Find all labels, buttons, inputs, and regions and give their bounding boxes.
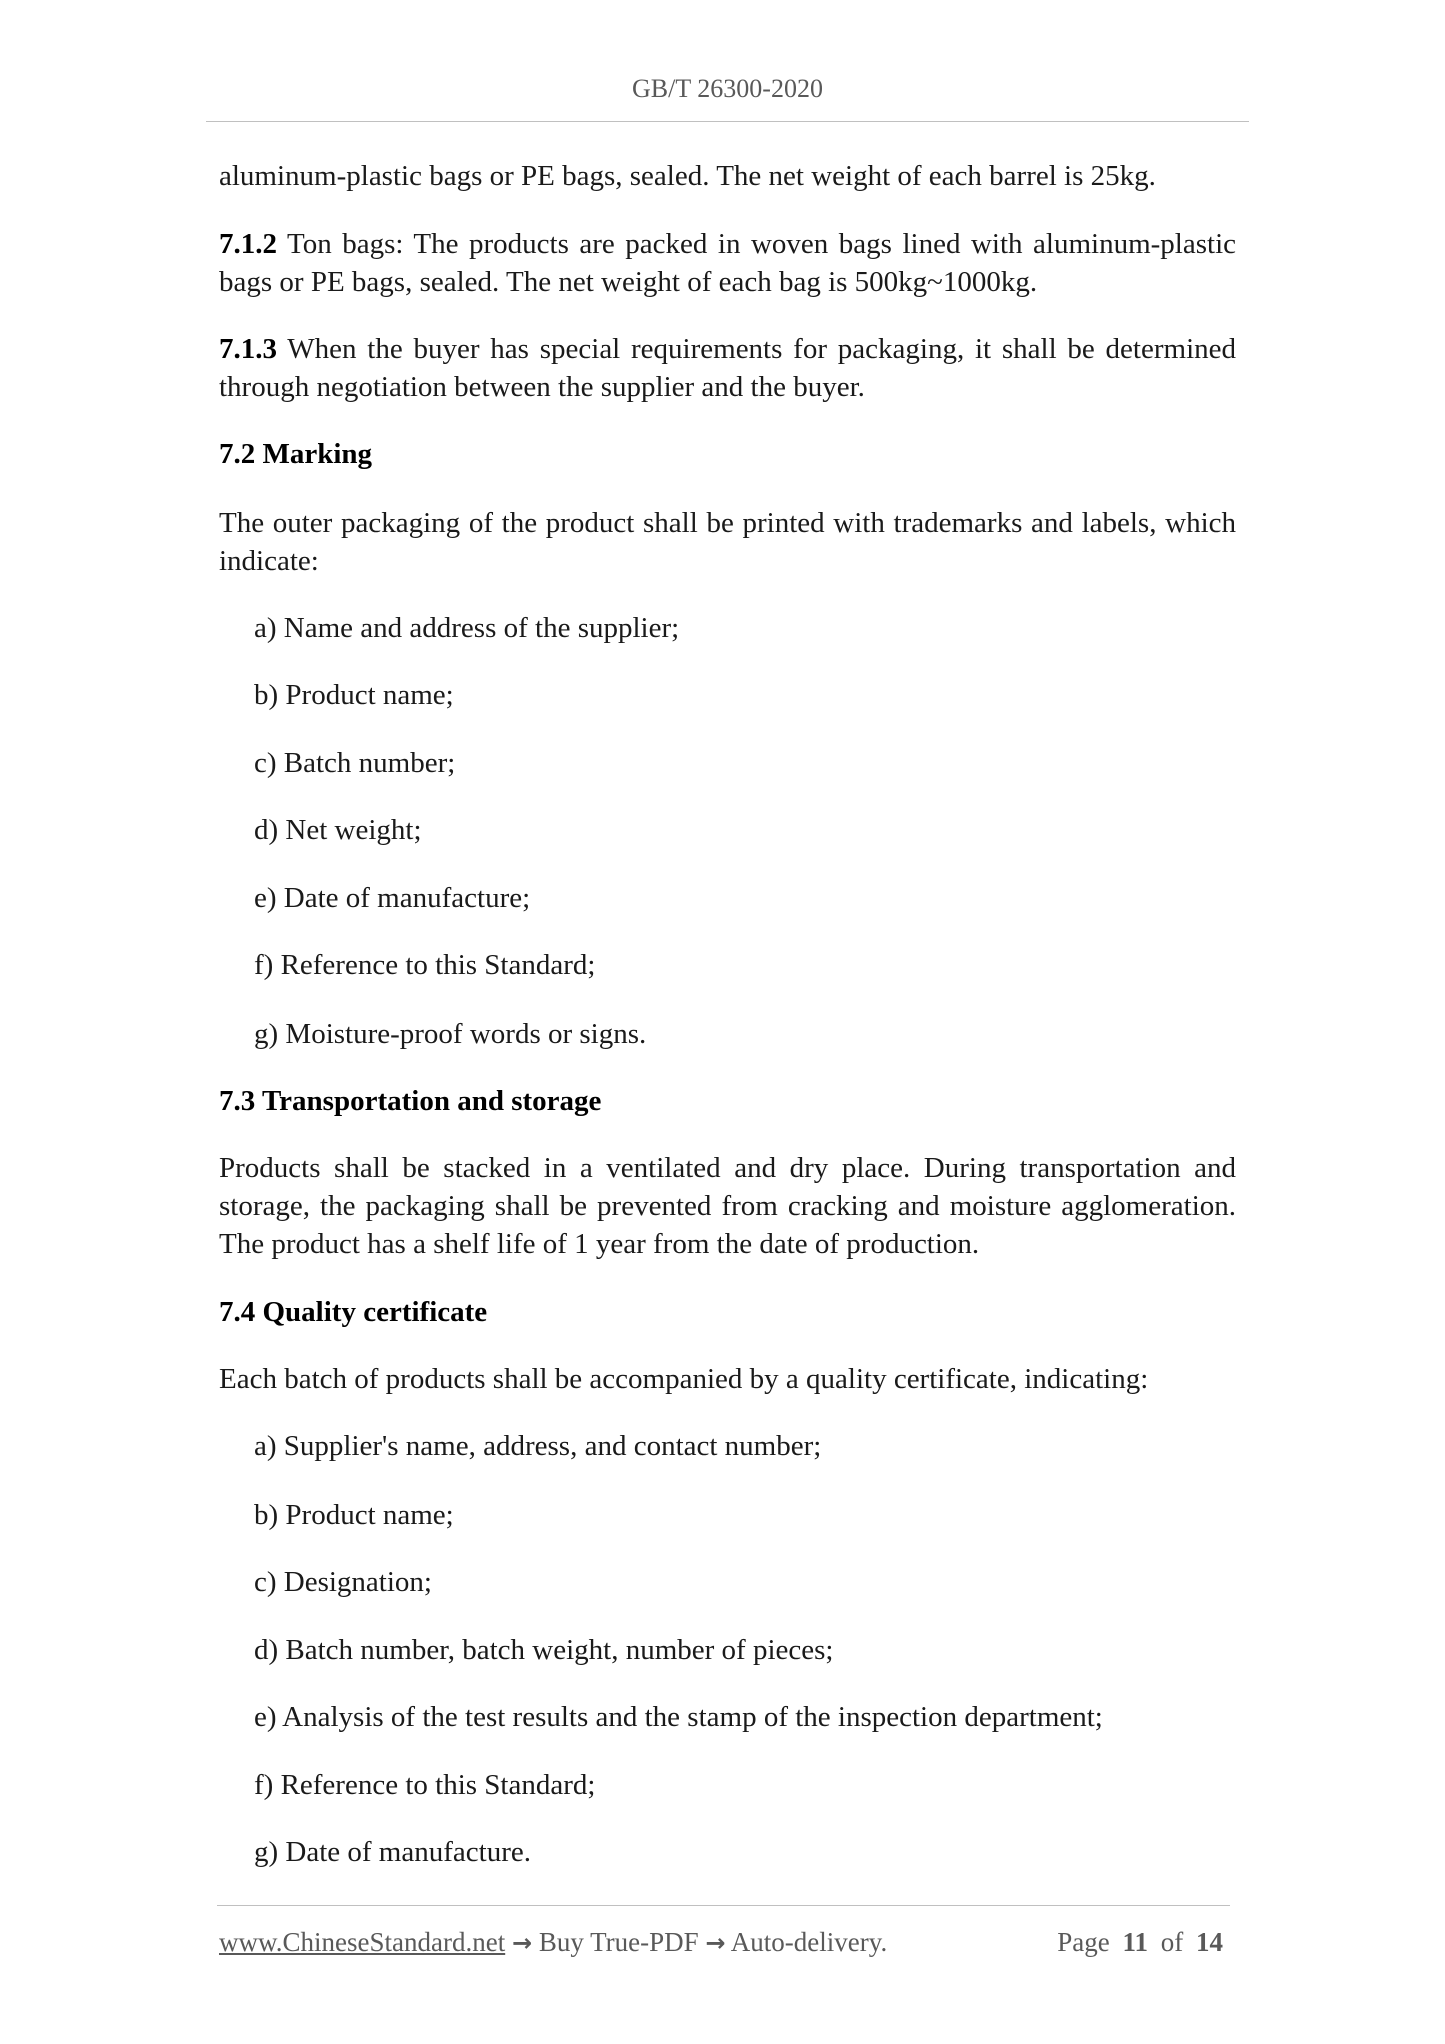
footer-divider <box>217 1905 1230 1906</box>
section-7-3-line-3: The product has a shelf life of 1 year from the date of production. <box>219 1228 980 1260</box>
page-current: 11 <box>1122 1927 1148 1957</box>
section-7-2-intro-line-1: The outer packaging of the product shall be printed with trademarks and labels, which <box>219 507 1236 539</box>
list-item: d) Batch number, batch weight, number of pieces; <box>254 1634 834 1666</box>
list-item: g) Date of manufacture. <box>254 1836 531 1868</box>
clause-7-1-2-number: 7.1.2 <box>219 228 277 260</box>
chinese-standard-link[interactable]: www.ChineseStandard.net <box>219 1927 506 1957</box>
list-item: g) Moisture-proof words or signs. <box>254 1018 647 1050</box>
clause-7-1-3-line-2: through negotiation between the supplier and the buyer. <box>219 371 865 403</box>
list-item: a) Supplier's name, address, and contact number; <box>254 1430 822 1462</box>
page-total: 14 <box>1196 1927 1223 1957</box>
section-7-4-intro: Each batch of products shall be accompanied by a quality certificate, indicating: <box>219 1363 1149 1395</box>
list-item: d) Net weight; <box>254 814 422 846</box>
list-item: f) Reference to this Standard; <box>254 949 596 981</box>
page-indicator <box>219 1924 1223 1960</box>
clause-7-1-2-line-1 <box>219 225 1236 263</box>
section-7-3-line-1: Products shall be stacked in a ventilated and dry place. During transportation and <box>219 1152 1236 1184</box>
list-item: e) Date of manufacture; <box>254 882 531 914</box>
header-divider <box>206 121 1249 122</box>
list-item: a) Name and address of the supplier; <box>254 612 680 644</box>
running-header: GB/T 26300-2020 <box>632 74 823 103</box>
list-item: b) Product name; <box>254 679 454 711</box>
section-7-4-heading: 7.4 Quality certificate <box>219 1296 488 1328</box>
list-item: f) Reference to this Standard; <box>254 1769 596 1801</box>
page-label: Page <box>1057 1927 1110 1957</box>
section-7-3-line-2: storage, the packaging shall be prevented from cracking and moisture agglomeration. <box>219 1190 1236 1222</box>
clause-7-1-3-text: When the buyer has special requirements for packaging, it shall be determined <box>287 333 1236 365</box>
list-item: c) Designation; <box>254 1566 432 1598</box>
section-7-3-heading: 7.3 Transportation and storage <box>219 1085 602 1117</box>
section-7-2-heading: 7.2 Marking <box>219 438 373 470</box>
page-of-label: of <box>1160 1927 1184 1957</box>
continuation-line: aluminum-plastic bags or PE bags, sealed. The net weight of each barrel is 25kg. <box>219 160 1156 192</box>
clause-7-1-2-line-2: bags or PE bags, sealed. The net weight of each bag is 500kg~1000kg. <box>219 266 1038 298</box>
clause-7-1-3-number: 7.1.3 <box>219 333 277 365</box>
section-7-2-intro-line-2: indicate: <box>219 545 319 577</box>
auto-delivery-text: Auto-delivery. <box>730 1927 888 1957</box>
list-item: b) Product name; <box>254 1499 454 1531</box>
clause-7-1-2-text: Ton bags: The products are packed in woven bags lined with aluminum-plastic <box>287 228 1236 260</box>
arrow-right-icon: → <box>511 1929 533 1957</box>
list-item: e) Analysis of the test results and the stamp of the inspection department; <box>254 1701 1103 1733</box>
buy-true-pdf-text: Buy True-PDF <box>538 1927 699 1957</box>
arrow-right-icon: → <box>705 1929 726 1957</box>
list-item: c) Batch number; <box>254 747 456 779</box>
clause-7-1-3-line-1 <box>219 330 1236 368</box>
